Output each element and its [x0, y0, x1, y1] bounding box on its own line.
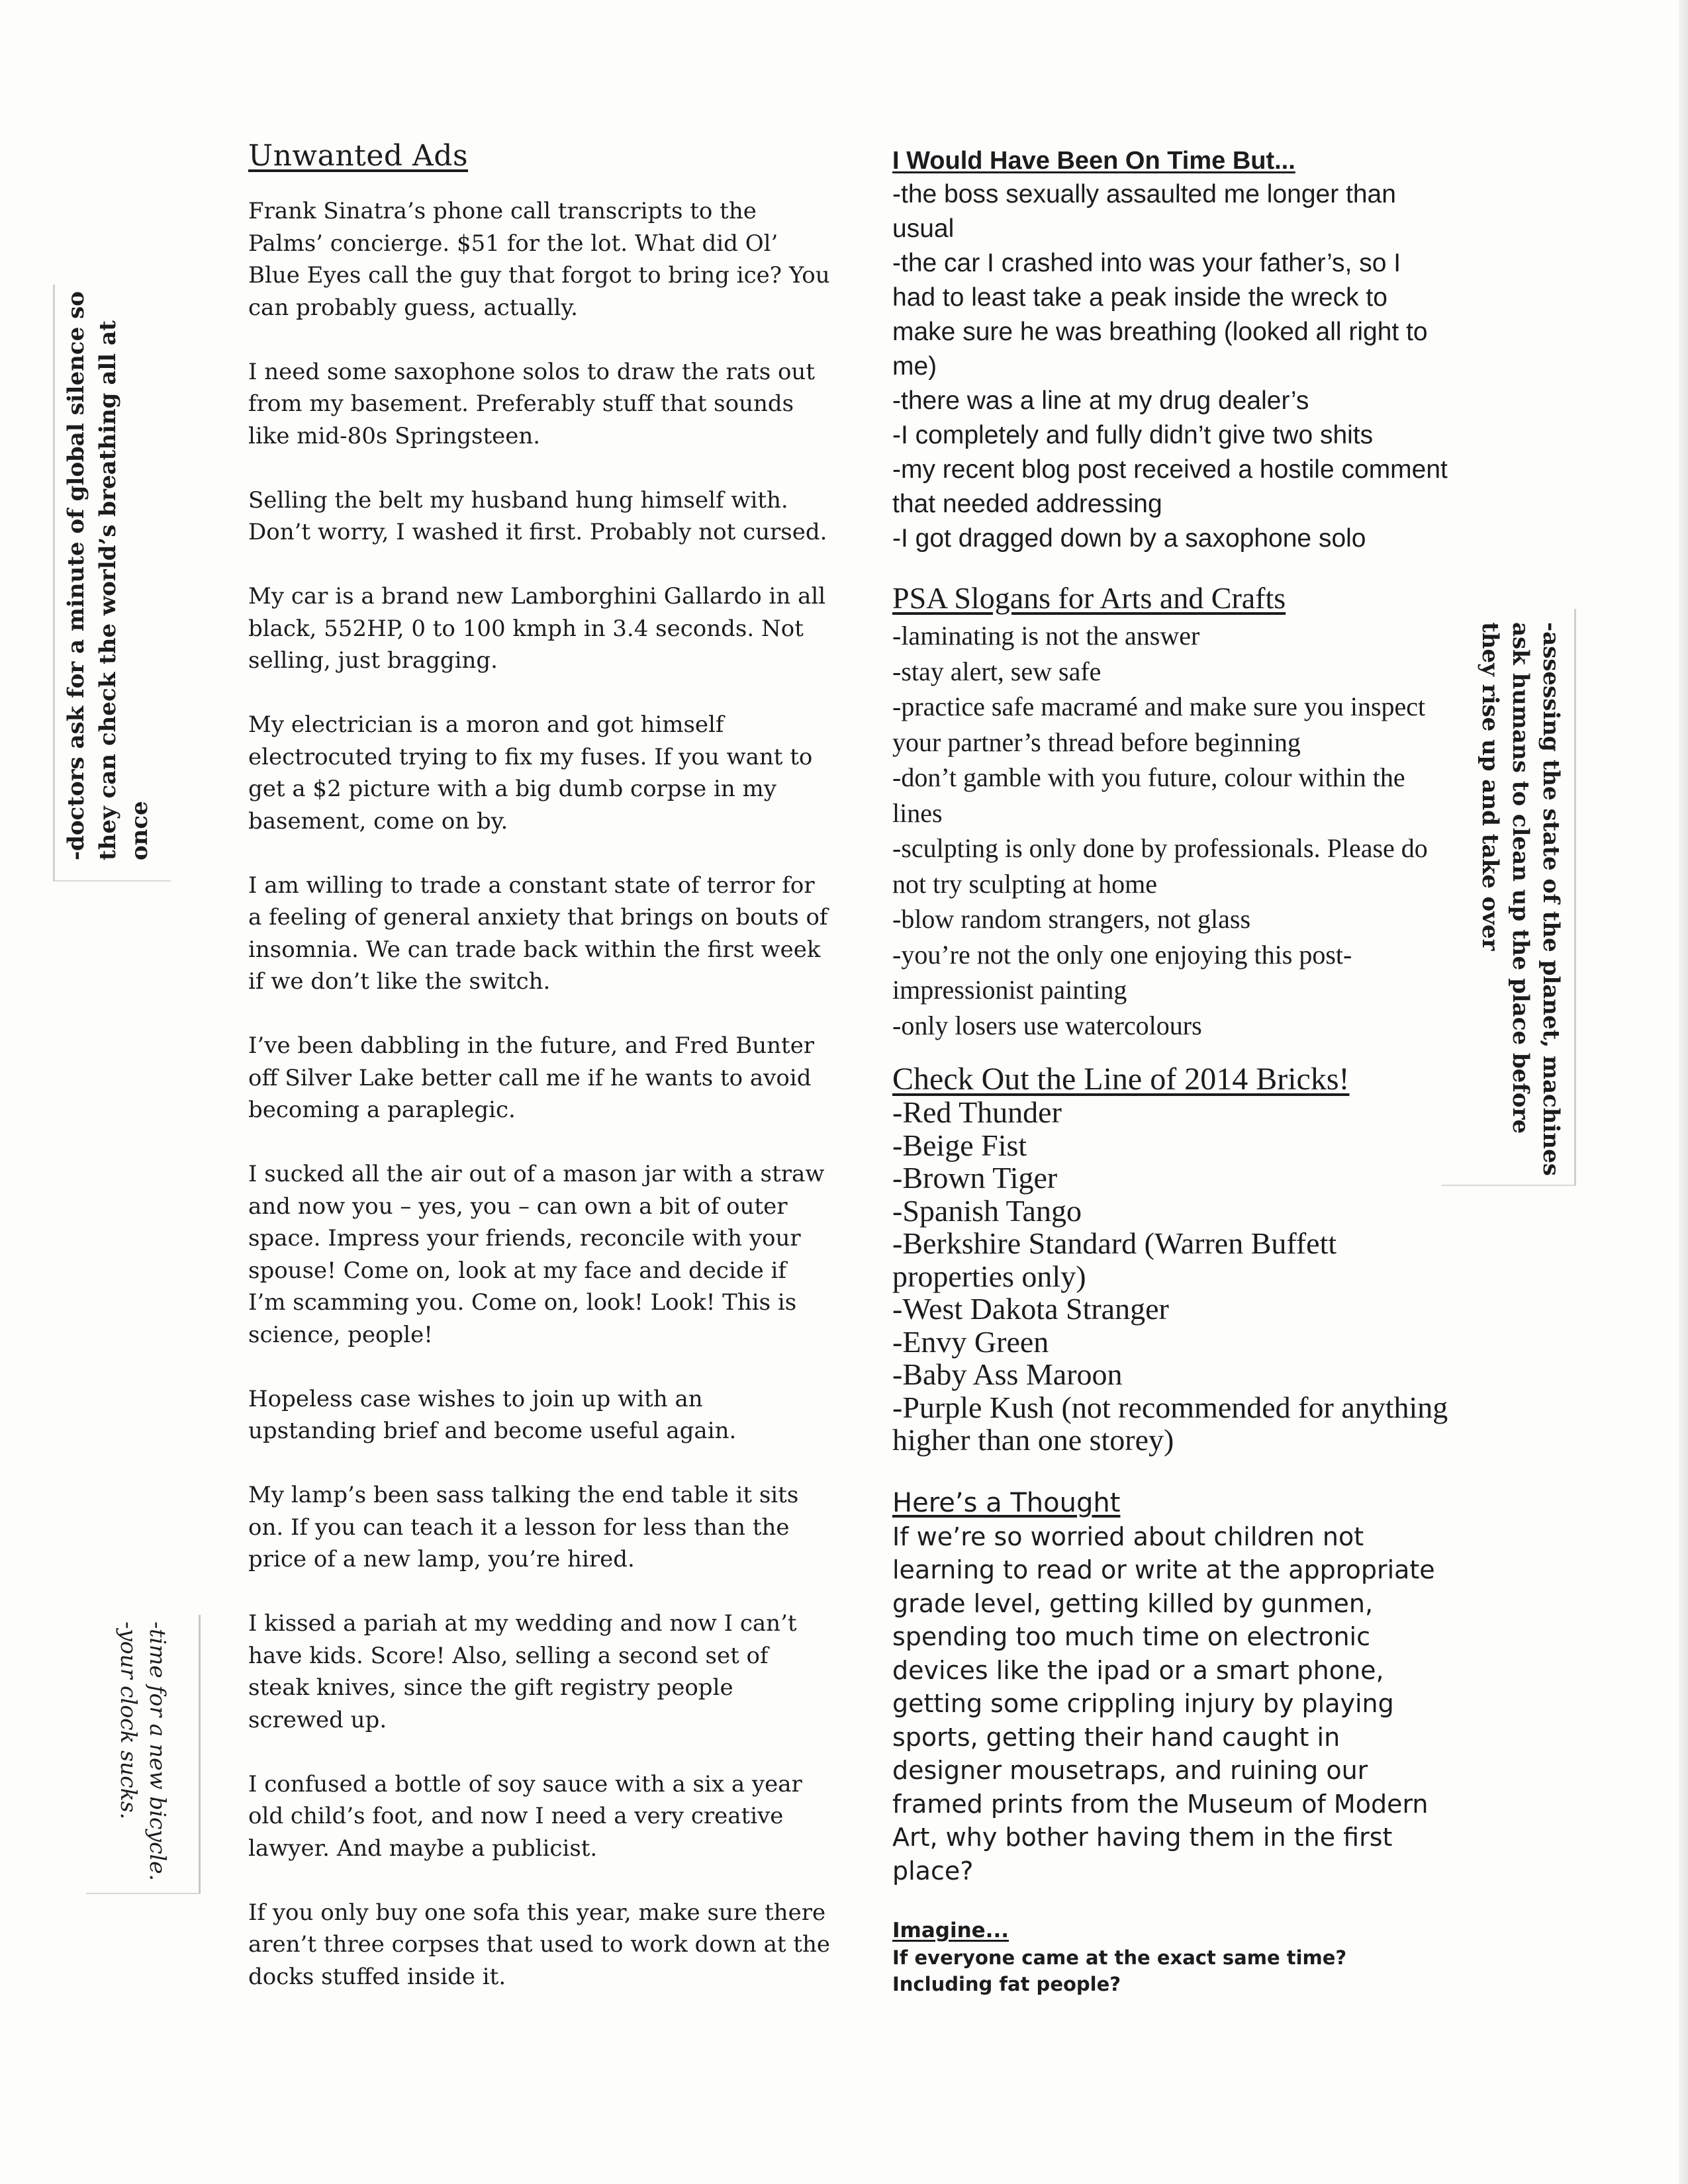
page-edge — [1679, 0, 1688, 2184]
ad-item: I’ve been dabbling in the future, and Fred Bunter off Silver Lake better call me if he wants to avoid becoming a paraplegic. — [248, 1032, 815, 1123]
ad-item: My lamp’s been sass talking the end table it sits on. If you can teach it a lesson for less than the price of a new lamp, you’re hired. — [248, 1482, 799, 1572]
unwanted-ads-heading: Unwanted Ads — [248, 139, 469, 173]
list-item: -blow random strangers, not glass — [892, 904, 1251, 934]
ad-item: Frank Sinatra’s phone call transcripts to the Palms’ concierge. $51 for the lot. What did Ol’ Blue Eyes call the guy that forgot to bring ice? You can probably guess, actually. — [248, 198, 830, 321]
list-item: -Spanish Tango — [892, 1193, 1082, 1228]
ad-item: I am willing to trade a constant state of terror for a feeling of general anxiety that brings on bouts of insomnia. We can trade back within the first week if we don’t like the switch. — [248, 872, 828, 995]
imagine-heading: Imagine... — [892, 1919, 1009, 1942]
list-item: -there was a line at my drug dealer’s — [892, 387, 1309, 415]
ad-item: I need some saxophone solos to draw the rats out from my basement. Preferably stuff that sounds like mid-80s Springsteen. — [248, 358, 815, 449]
on-time-heading: I Would Have Been On Time But... — [892, 147, 1295, 175]
list-item: -Brown Tiger — [892, 1161, 1058, 1195]
side-note-left — [53, 285, 171, 882]
list-item: -stay alert, sew safe — [892, 656, 1102, 686]
thought-body: If we’re so worried about children not learning to read or write at the appropriate grade level, getting killed by gunmen, spending too much time on electronic devices like the ipad or a smart phone, getting some crippling injury by playing sports, getting their hand caught in designer mousetraps, and ruining our framed prints from the Museum of Modern Art, why bother having them in the first place? — [892, 1522, 1435, 1886]
ad-item: Hopeless case wishes to join up with an upstanding brief and become useful again. — [248, 1385, 737, 1444]
list-item: -Purple Kush (not recommended for anything higher than one storey) — [892, 1390, 1448, 1457]
list-item: -Envy Green — [892, 1324, 1049, 1359]
list-item: -laminating is not the answer — [892, 621, 1200, 651]
psa-heading: PSA Slogans for Arts and Crafts — [892, 581, 1286, 615]
list-item: -Berkshire Standard (Warren Buffett properties only) — [892, 1226, 1337, 1293]
imagine-body: If everyone came at the exact same time? Including fat people? — [892, 1946, 1347, 1995]
ad-item: I confused a bottle of soy sauce with a six a year old child’s foot, and now I need a very creative lawyer. And maybe a publicist. — [248, 1770, 802, 1862]
list-item: -I got dragged down by a saxophone solo — [892, 524, 1366, 553]
ad-item: I sucked all the air out of a mason jar with a straw and now you – yes, you – can own a bit of outer space. Impress your friends, reconcile with your spouse! Come on, look at my face and decide if I’m scamming you. Come on, look! Look! This is science, people! — [248, 1161, 825, 1348]
side-note-right — [1442, 609, 1576, 1186]
list-item: -Red Thunder — [892, 1095, 1062, 1129]
unwanted-ads-column — [248, 139, 831, 2025]
ad-item: I kissed a pariah at my wedding and now I can’t have kids. Score! Also, selling a second set of steak knives, since the gift registry people screwed up. — [248, 1610, 797, 1733]
list-item: -the car I crashed into was your father’s, so I had to least take a peak inside the wreck to make sure he was breathing (looked all right to me) — [892, 249, 1428, 381]
bricks-heading: Check Out the Line of 2014 Bricks! — [892, 1062, 1350, 1097]
ad-item: My electrician is a moron and got himself electrocuted trying to fix my fuses. If you want to get a $2 picture with a big dumb corpse in my basement, come on by. — [248, 711, 813, 835]
side-note-right-text: -assessing the state of the planet, machines ask humans to clean up the place before they rise up and take over — [1477, 622, 1564, 1176]
thought-section — [892, 1486, 1448, 1888]
ad-item: If you only buy one sofa this year, make sure there aren’t three corpses that used to work down at the docks stuffed inside it. — [248, 1899, 831, 1990]
side-note-clock-text: -time for a new bicycle. -your clock sucks. — [116, 1621, 171, 1882]
ad-item: Selling the belt my husband hung himself with. Don’t worry, I washed it first. Probably not cursed. — [248, 486, 827, 545]
on-time-section — [892, 144, 1448, 556]
imagine-section — [892, 1917, 1448, 1997]
list-item: -you’re not the only one enjoying this post-impressionist painting — [892, 939, 1352, 1005]
list-item: -Beige Fist — [892, 1128, 1027, 1162]
list-item: -only losers use watercolours — [892, 1010, 1202, 1040]
bricks-section — [892, 1063, 1448, 1457]
psa-section — [892, 580, 1448, 1043]
list-item: -don’t gamble with you future, colour within the lines — [892, 762, 1405, 828]
list-item: -I completely and fully didn’t give two shits — [892, 421, 1374, 449]
list-item: -West Dakota Stranger — [892, 1292, 1169, 1326]
side-note-left-text: -doctors ask for a minute of global silence so they can check the world’s breathing all at once — [63, 291, 153, 860]
right-column — [892, 144, 1448, 1997]
list-item: -my recent blog post received a hostile comment that needed addressing — [892, 455, 1448, 518]
list-item: -Baby Ass Maroon — [892, 1357, 1123, 1391]
thought-heading: Here’s a Thought — [892, 1487, 1121, 1518]
list-item: -practice safe macramé and make sure you inspect your partner’s thread before beginning — [892, 692, 1426, 757]
list-item: -sculpting is only done by professionals. Please do not try sculpting at home — [892, 833, 1428, 899]
ad-item: My car is a brand new Lamborghini Gallardo in all black, 552HP, 0 to 100 kmph in 3.4 seconds. Not selling, just bragging. — [248, 583, 826, 674]
list-item: -the boss sexually assaulted me longer than usual — [892, 180, 1396, 243]
side-note-clock — [86, 1615, 201, 1894]
